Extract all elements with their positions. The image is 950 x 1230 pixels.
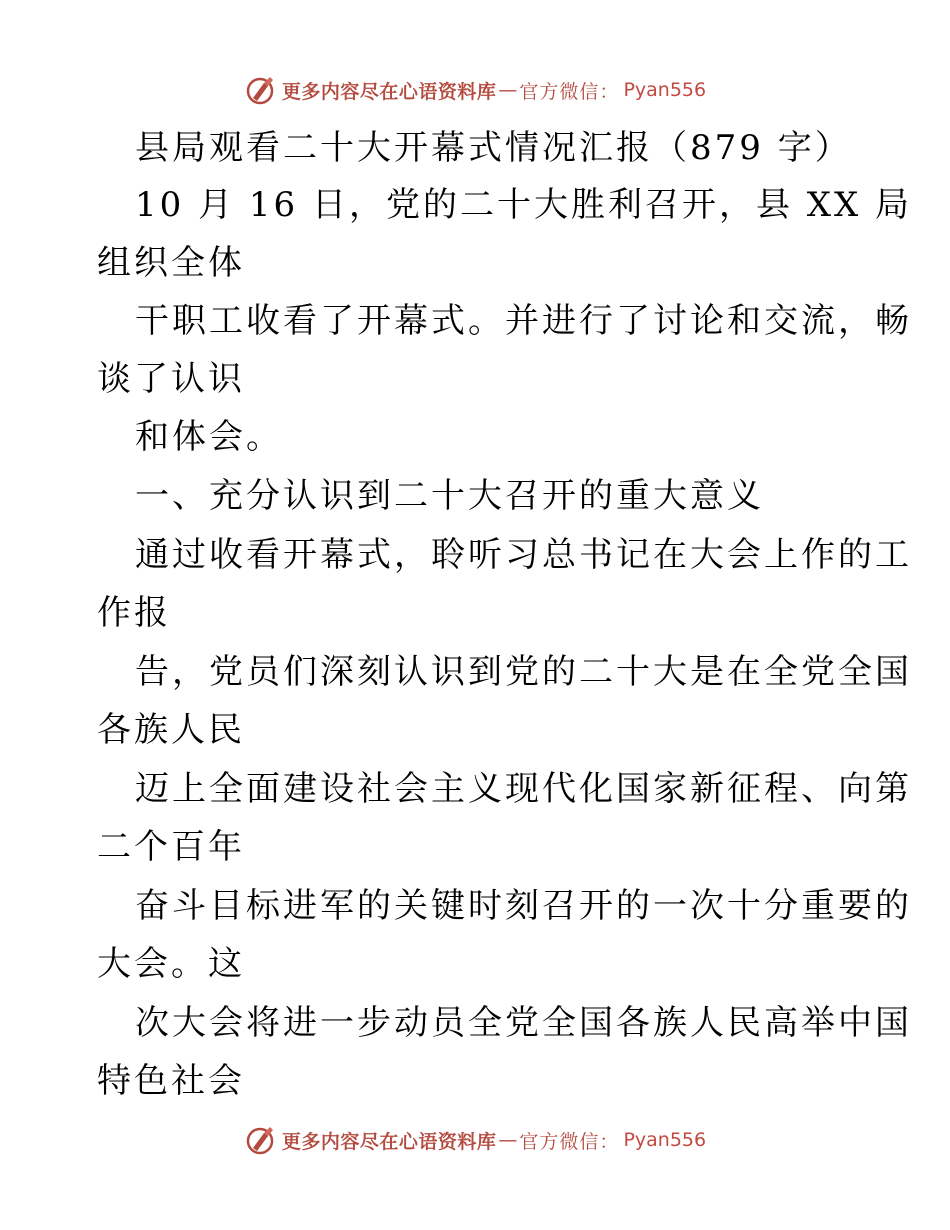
paragraph-line: 各族人民 [97, 710, 245, 750]
paragraph-line: 告，党员们深刻认识到党的二十大是在全党全国 [135, 652, 912, 692]
pen-logo-icon [244, 74, 276, 106]
banner-separator: — [498, 79, 518, 101]
paragraph-line: 次大会将进一步动员全党全国各族人民高举中国 [135, 1003, 912, 1043]
header-banner [0, 70, 950, 110]
banner-wechat-id: Pyan556 [623, 1129, 707, 1151]
paragraph-line: 二个百年 [97, 827, 245, 867]
paragraph-line: 迈上全面建设社会主义现代化国家新征程、向第 [135, 769, 912, 809]
paragraph-line: 谈了认识 [97, 359, 245, 399]
paragraph-line: 10 月 16 日，党的二十大胜利召开，县 XX 局 [135, 185, 912, 225]
section-heading: 一、充分认识到二十大召开的重大意义 [135, 476, 764, 516]
paragraph-line: 奋斗目标进军的关键时刻召开的一次十分重要的 [135, 886, 912, 926]
paragraph-line: 特色社会 [97, 1061, 245, 1101]
banner-wechat-id: Pyan556 [623, 79, 707, 101]
paragraph-line: 组织全体 [97, 243, 245, 283]
paragraph-line: 干职工收看了开幕式。并进行了讨论和交流，畅 [135, 301, 912, 341]
paragraph-line: 大会。这 [97, 944, 245, 984]
paragraph-line: 作报 [97, 593, 171, 633]
footer-banner [0, 1120, 950, 1160]
pen-logo-icon [244, 1124, 276, 1156]
banner-separator: — [498, 1129, 518, 1151]
document-title: 县局观看二十大开幕式情况汇报（879 字） [135, 128, 852, 168]
banner-slogan: 更多内容尽在心语资料库 [281, 1130, 497, 1153]
banner-wechat-label: 官方微信： [519, 80, 620, 103]
paragraph-line: 和体会。 [135, 417, 283, 457]
banner-wechat-label: 官方微信： [519, 1130, 620, 1153]
banner-slogan: 更多内容尽在心语资料库 [281, 80, 497, 103]
paragraph-line: 通过收看开幕式，聆听习总书记在大会上作的工 [135, 535, 912, 575]
